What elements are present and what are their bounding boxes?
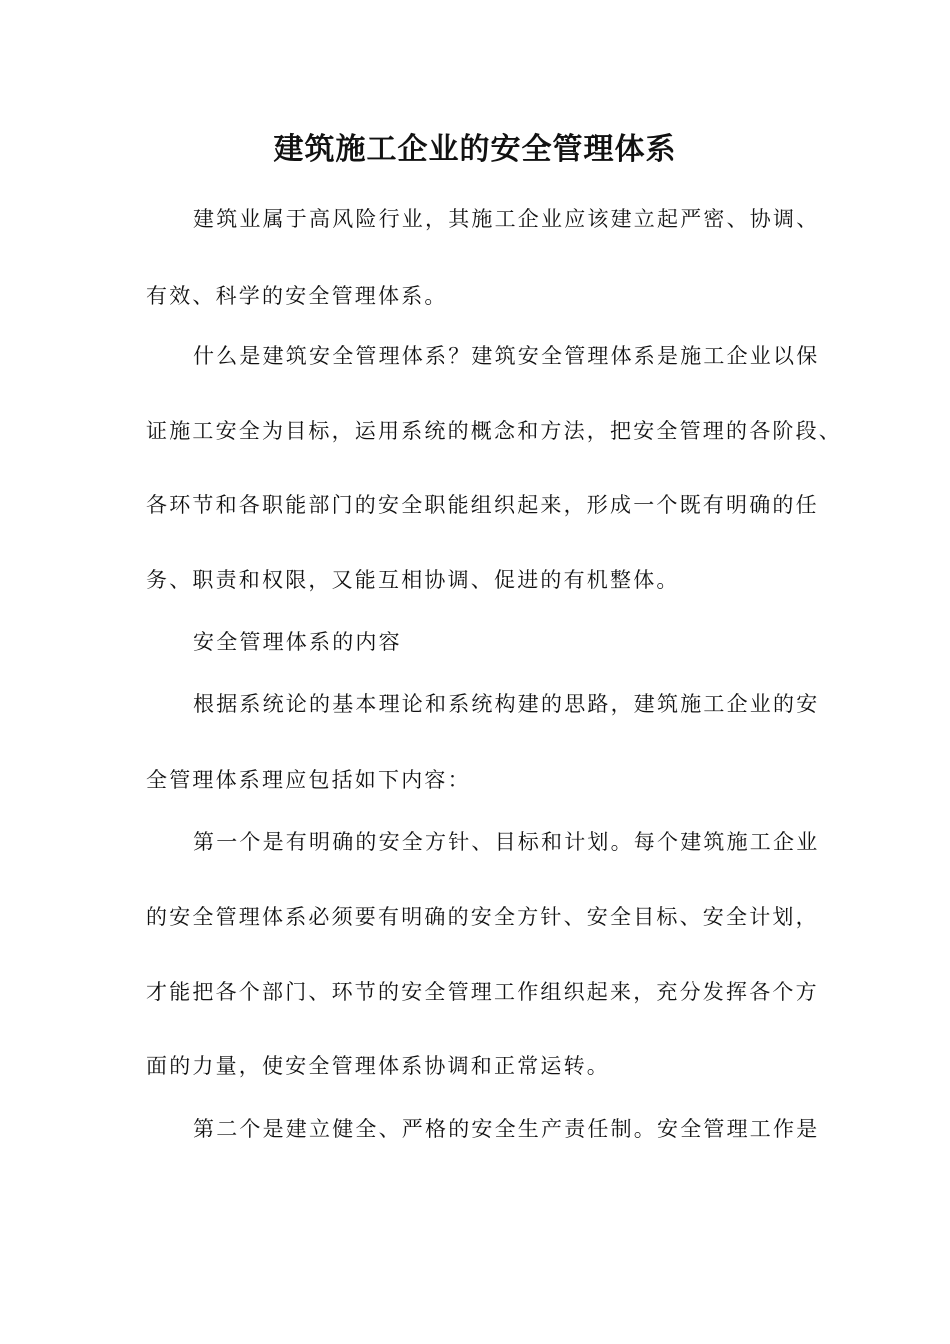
document-title: 建筑施工企业的安全管理体系: [273, 132, 677, 167]
paragraph-line: 根据系统论的基本理论和系统构建的思路，建筑施工企业的安: [193, 692, 820, 716]
paragraph-line: 第一个是有明确的安全方针、目标和计划。每个建筑施工企业: [193, 830, 820, 854]
paragraph-line: 务、职责和权限，又能互相协调、促进的有机整体。: [146, 568, 680, 592]
paragraph-line: 的安全管理体系必须要有明确的安全方针、安全目标、安全计划，: [146, 905, 819, 929]
paragraph-line: 全管理体系理应包括如下内容：: [146, 768, 471, 792]
paragraph-line: 各环节和各职能部门的安全职能组织起来，形成一个既有明确的任: [146, 493, 819, 517]
paragraph-line: 面的力量，使安全管理体系协调和正常运转。: [146, 1054, 610, 1078]
paragraph-line: 才能把各个部门、环节的安全管理工作组织起来，充分发挥各个方: [146, 980, 819, 1004]
paragraph-line: 什么是建筑安全管理体系？建筑安全管理体系是施工企业以保: [193, 344, 820, 368]
section-heading: 安全管理体系的内容: [193, 630, 402, 654]
paragraph-line: 证施工安全为目标，运用系统的概念和方法，把安全管理的各阶段、: [146, 419, 842, 443]
paragraph-line: 建筑业属于高风险行业，其施工企业应该建立起严密、协调、: [193, 207, 820, 231]
paragraph-line: 第二个是建立健全、严格的安全生产责任制。安全管理工作是: [193, 1117, 820, 1141]
paragraph-line: 有效、科学的安全管理体系。: [146, 284, 448, 308]
